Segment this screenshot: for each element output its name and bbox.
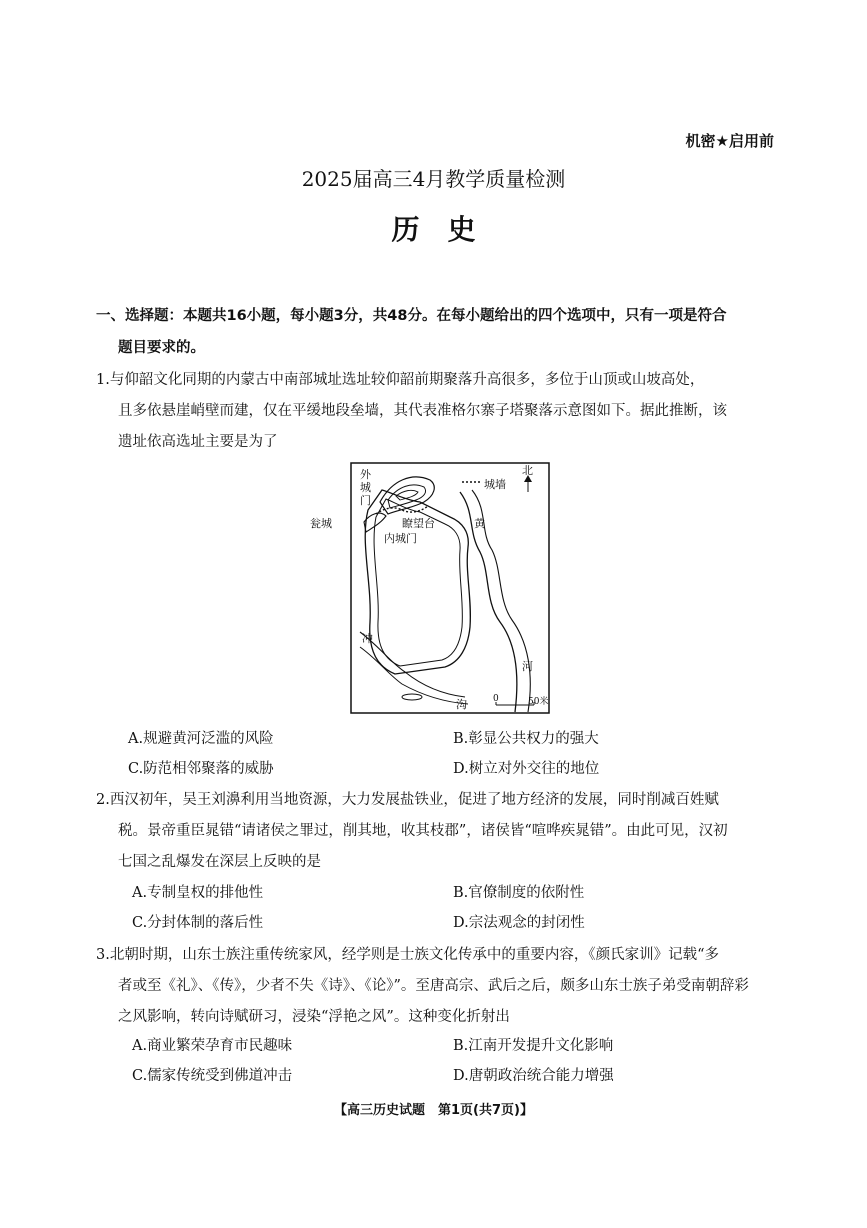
question-1-option-b: B.彰显公共权力的强大	[453, 731, 599, 747]
question-2-option-b: B.官僚制度的依附性	[453, 885, 585, 901]
map-scale-end: 50米	[528, 697, 549, 707]
section-instruction-line-1: 一、选择题：本题共16小题，每小题3分，共48分。在每小题给出的四个选项中，只有一项是符合	[96, 308, 727, 324]
map-label-north: 北	[522, 464, 533, 477]
map-label-inner-gate: 内城门	[384, 532, 417, 545]
map-label-huang: 黄	[474, 517, 485, 530]
map-label-wall-legend: 城墙	[484, 478, 506, 491]
question-1-line-3: 遗址依高选址主要是为了	[118, 434, 278, 450]
exam-title: 2025届高三4月教学质量检测	[301, 167, 566, 191]
map-label-chong: 冲	[362, 632, 373, 645]
section-instruction-line-2: 题目要求的。	[118, 340, 205, 356]
subject-title: 历史	[391, 213, 504, 246]
question-2-line-2: 税。景帝重臣晁错“请诸侯之罪过，削其地，收其枝郡”，诸侯皆“喧哗疾晁错”。由此可见，汉初	[118, 823, 728, 839]
map-scale-zero: 0	[493, 694, 499, 704]
question-2-option-a: A.专制皇权的排他性	[132, 885, 264, 901]
question-1-option-a: A.规避黄河泛滥的风险	[128, 731, 274, 747]
question-1-line-1: 1.与仰韶文化同期的内蒙古中南部城址选址较仰韶前期聚落升高很多，多位于山顶或山坡高处，	[96, 372, 705, 388]
map-label-he: 河	[522, 660, 533, 673]
question-2-option-c: C.分封体制的落后性	[132, 915, 264, 931]
question-3-option-a: A.商业繁荣孕育市民趣味	[132, 1038, 293, 1054]
question-3-option-b: B.江南开发提升文化影响	[453, 1038, 614, 1054]
map-label-watchtower: 瞭望台	[402, 517, 435, 530]
confidential-label: 机密★启用前	[685, 132, 774, 150]
question-3-line-3: 之风影响，转向诗赋研习，浸染“浮艳之风”。这种变化折射出	[118, 1009, 510, 1025]
question-1-line-2: 且多依悬崖峭壁而建，仅在平缓地段垒墙，其代表准格尔寨子塔聚落示意图如下。据此推断，该	[118, 403, 727, 419]
question-2-line-3: 七国之乱爆发在深层上反映的是	[118, 854, 321, 870]
question-1-option-d: D.树立对外交往的地位	[453, 761, 600, 777]
question-1-option-c: C.防范相邻聚落的威胁	[128, 761, 274, 777]
question-3-option-d: D.唐朝政治统合能力增强	[453, 1068, 614, 1084]
question-3-line-2: 者或至《礼》、《传》，少者不失《诗》、《论》”。至唐高宗、武后之后，颇多山东士族子弟受南朝辞彩	[118, 978, 749, 994]
question-2-line-1: 2.西汉初年，吴王刘濞利用当地资源，大力发展盐铁业，促进了地方经济的发展，同时削减百姓赋	[96, 792, 719, 808]
settlement-map	[310, 462, 550, 714]
settlement-map-drawing	[350, 462, 550, 714]
map-label-gou: 沟	[456, 698, 467, 711]
page-footer: 【高三历史试题 第1页(共7页)】	[334, 1103, 533, 1118]
question-3-line-1: 3.北朝时期，山东士族注重传统家风，经学则是士族文化传承中的重要内容，《颜氏家训》记载“多	[96, 947, 719, 963]
map-label-wengcheng: 瓮城	[310, 517, 332, 530]
question-3-option-c: C.儒家传统受到佛道冲击	[132, 1068, 293, 1084]
map-label-outer-gate: 外 城 门	[360, 468, 371, 507]
question-2-option-d: D.宗法观念的封闭性	[453, 915, 585, 931]
